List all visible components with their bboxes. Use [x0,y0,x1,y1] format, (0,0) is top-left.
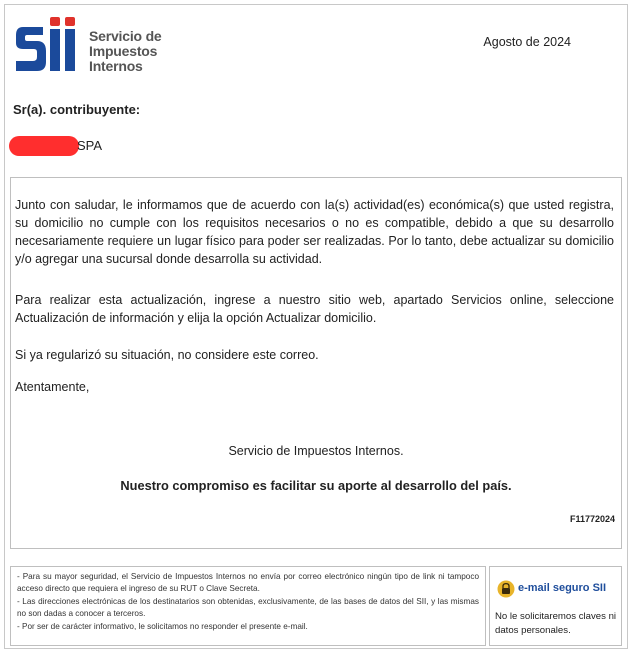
recipient-name [13,136,213,156]
secure-email-label: e-mail seguro SII [518,582,607,594]
secure-email-box [489,566,622,646]
security-note-2: - Las direcciones electrónicas de los destinatarios son obtenidas, exclusivamente, de las bases de datos del SII, y las mismas no son dadas a conocer a terceros. [17,596,479,621]
logo-wordmark [89,29,162,74]
security-notes [10,566,486,646]
slogan: Nuestro compromiso es facilitar su aporte al desarrollo del país. [120,478,512,493]
message-paragraph-3: Si ya regularizó su situación, no considere este correo. [15,348,319,362]
secure-email-note: No le solicitaremos claves ni datos personales. [495,611,617,636]
security-note-3: - Por ser de carácter informativo, le solicitamos no responder el presente e-mail. [17,621,479,633]
lock-icon [497,580,515,598]
recipient-suffix: SPA [77,138,103,153]
letter-date: Agosto de 2024 [483,35,571,49]
signature: Servicio de Impuestos Internos. [228,444,404,458]
closing: Atentamente, [15,380,90,394]
secure-email-badge [497,580,615,598]
message-paragraph-2: Para realizar esta actualización, ingrese a nuestro sitio web, apartado Servicios online, seleccione Actualización de información y elija la opción Actualizar domicilio. [15,293,614,325]
logo-line-3: Internos [89,58,143,74]
sii-logo-icon [13,15,81,73]
email-frame [4,4,628,649]
greeting: Sr(a). contribuyente: [13,102,141,117]
document-code: F11772024 [569,514,615,524]
message-box [10,177,622,549]
message-paragraph-1: Junto con saludar, le informamos que de acuerdo con la(s) actividad(es) económica(s) que usted registra, su domicilio no cumple con los requisitos necesarios o no es compatible, debido a que su desarrollo necesariamente requiere un lugar físico para poder ser realizadas. Por lo tanto, debe actualizar su domicilio y/o agregar una sucursal donde desarrolla su actividad. [15,198,614,266]
logo-line-2: Impuestos [89,43,158,59]
security-note-1: - Para su mayor seguridad, el Servicio de Impuestos Internos no envía por correo electrónico ningún tipo de link ni tampoco acceso directo que requiera el ingreso de su RUT o Clave Secreta. [17,571,479,596]
sii-logo [13,15,183,75]
logo-line-1: Servicio de [89,28,162,44]
redaction-mark [9,136,79,156]
